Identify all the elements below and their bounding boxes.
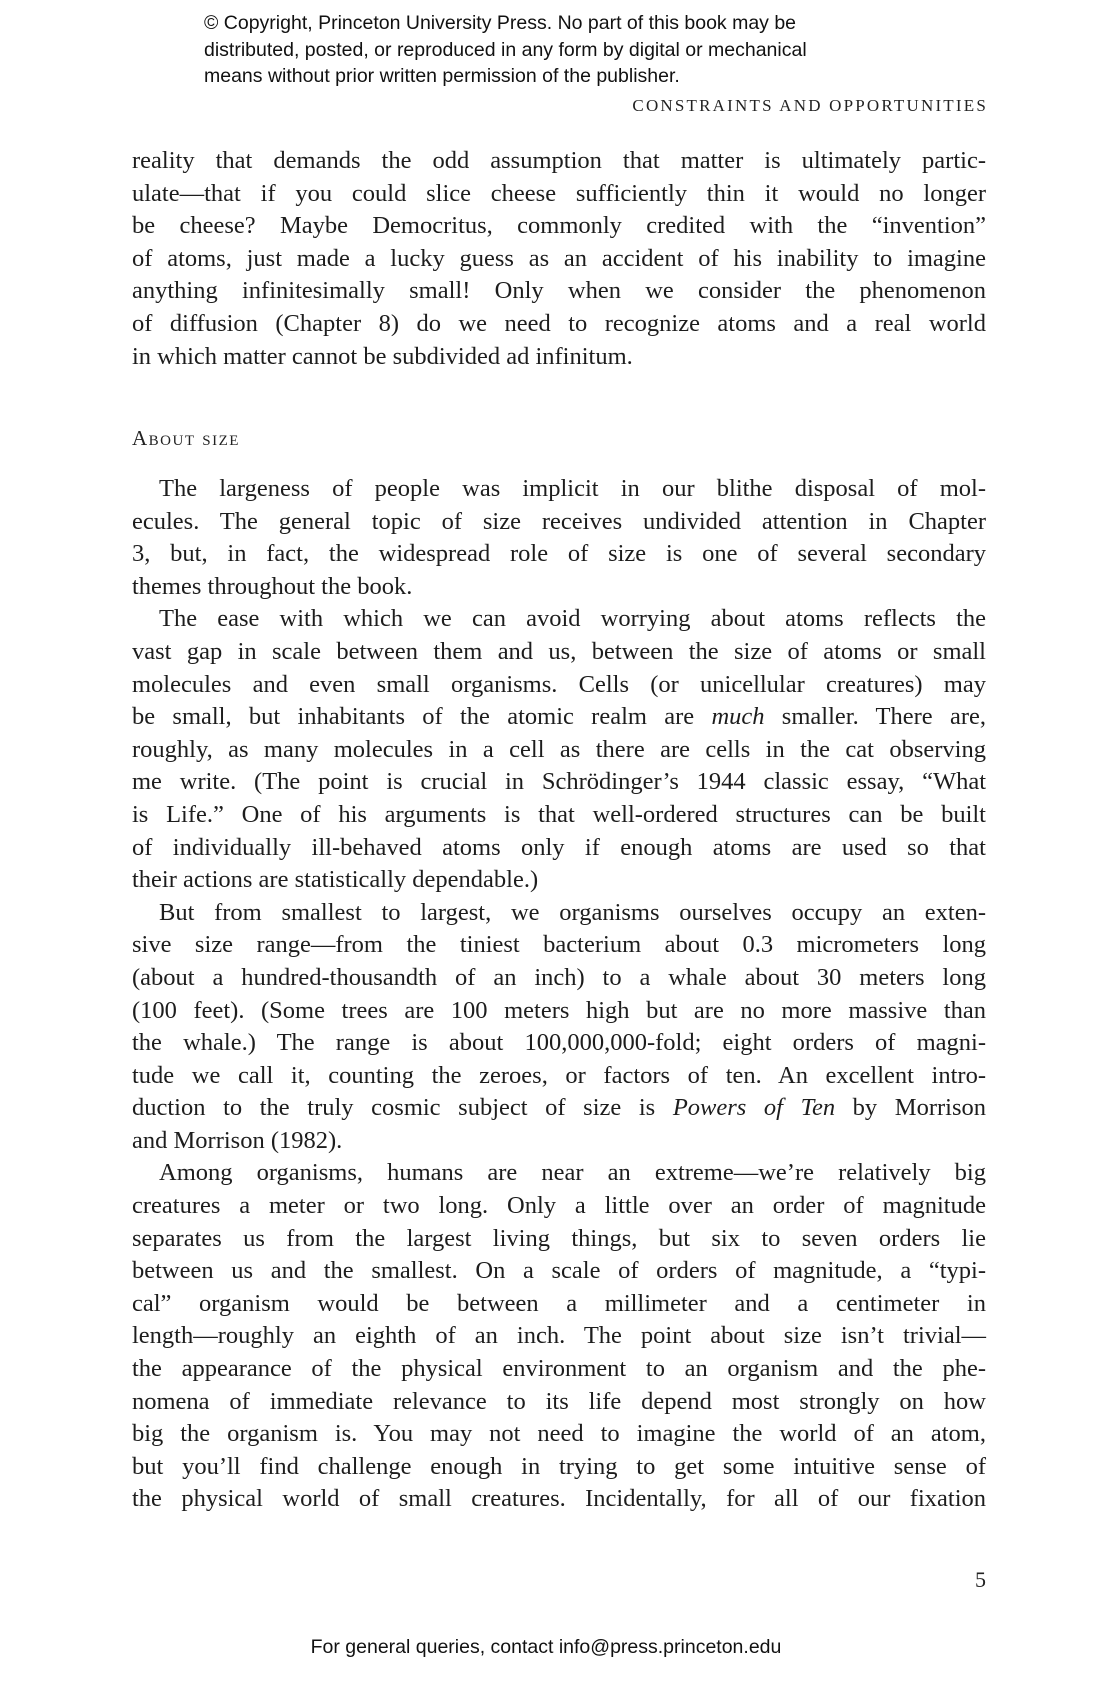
- text-segment: be small, but inhabitants of the atomic realm are: [132, 703, 712, 731]
- text-line: But from smallest to largest, we organisms ourselves occupy an exten-: [159, 898, 986, 926]
- text-line: (100 feet). (Some trees are 100 meters high but are no more massive than: [132, 996, 986, 1024]
- copyright-notice: [204, 10, 807, 90]
- text-line: The ease with which we can avoid worrying about atoms reflects the: [159, 605, 986, 633]
- text-line: of diffusion (Chapter 8) do we need to recognize atoms and a real world: [132, 309, 986, 337]
- text-line: nomena of immediate relevance to its life depend most strongly on how: [132, 1387, 986, 1415]
- text-line: molecules and even small organisms. Cells (or unicellular creatures) may: [132, 670, 986, 698]
- text-line: the whale.) The range is about 100,000,000-fold; eight orders of magni-: [132, 1029, 986, 1057]
- text-segment: by Morrison: [835, 1094, 986, 1122]
- text-line: vast gap in scale between them and us, between the size of atoms or small: [132, 637, 986, 665]
- text-line: cal” organism would be between a millimeter and a centimeter in: [132, 1289, 986, 1317]
- page-number: 5: [975, 1567, 986, 1592]
- text-line: and Morrison (1982).: [132, 1126, 343, 1154]
- text-line: [132, 701, 986, 734]
- text-line: me write. (The point is crucial in Schrödinger’s 1944 classic essay, “What: [132, 768, 986, 796]
- text-line: of atoms, just made a lucky guess as an accident of his inability to imagine: [132, 244, 986, 272]
- text-line: tude we call it, counting the zeroes, or factors of ten. An excellent intro-: [132, 1061, 986, 1089]
- text-line: 3, but, in fact, the widespread role of size is one of several secondary: [132, 540, 986, 568]
- copyright-line: © Copyright, Princeton University Press. No part of this book may be: [204, 12, 797, 34]
- text-line: [132, 1092, 986, 1125]
- text-line: creatures a meter or two long. Only a little over an order of magnitude: [132, 1192, 986, 1220]
- text-line: reality that demands the odd assumption that matter is ultimately partic-: [132, 147, 986, 174]
- text-line: between us and the smallest. On a scale of orders of magnitude, a “typi-: [132, 1257, 986, 1285]
- text-line: ulate—that if you could slice cheese sufficiently thin it would no longer: [132, 179, 986, 207]
- footer-contact: For general queries, contact info@press.princeton.edu: [310, 1636, 782, 1658]
- text-line: separates us from the largest living things, but six to seven orders lie: [132, 1224, 986, 1252]
- text-line: the physical world of small creatures. Incidentally, for all of our fixation: [132, 1485, 986, 1513]
- text-line: of individually ill-behaved atoms only if enough atoms are used so that: [132, 833, 986, 861]
- text-line: roughly, as many molecules in a cell as there are cells in the cat observing: [132, 735, 986, 763]
- text-segment: smaller. There are,: [764, 703, 986, 731]
- text-line: in which matter cannot be subdivided ad infinitum.: [132, 342, 633, 370]
- italic-text: much: [711, 703, 765, 731]
- text-line: length—roughly an eighth of an inch. The point about size isn’t trivial—: [132, 1322, 986, 1350]
- body-text: [132, 473, 986, 1516]
- text-line: their actions are statistically dependable.): [132, 866, 539, 894]
- text-segment: duction to the truly cosmic subject of size is: [132, 1094, 673, 1122]
- copyright-line: distributed, posted, or reproduced in any form by digital or mechanical: [204, 38, 807, 61]
- text-line: is Life.” One of his arguments is that well-ordered structures can be built: [132, 800, 986, 828]
- text-line: The largeness of people was implicit in our blithe disposal of mol-: [159, 475, 986, 502]
- text-line: anything infinitesimally small! Only when we consider the phenomenon: [132, 277, 986, 305]
- running-head: CONSTRAINTS AND OPPORTUNITIES: [632, 96, 988, 115]
- text-line: but you’ll find challenge enough in trying to get some intuitive sense of: [132, 1452, 986, 1480]
- copyright-line: means without prior written permission of the publisher.: [204, 65, 680, 87]
- text-line: the appearance of the physical environment to an organism and the phe-: [132, 1355, 986, 1383]
- text-line: big the organism is. You may not need to imagine the world of an atom,: [132, 1420, 986, 1448]
- text-line: Among organisms, humans are near an extreme—we’re relatively big: [159, 1159, 986, 1187]
- text-line: be cheese? Maybe Democritus, commonly credited with the “invention”: [132, 212, 986, 240]
- text-line: themes throughout the book.: [132, 572, 413, 600]
- text-line: (about a hundred-thousandth of an inch) to a whale about 30 meters long: [132, 963, 986, 991]
- section-heading: About size: [132, 426, 240, 450]
- italic-text: Powers of Ten: [672, 1094, 836, 1122]
- text-line: sive size range—from the tiniest bacterium about 0.3 micrometers long: [132, 931, 986, 959]
- opening-paragraph: [132, 145, 986, 373]
- text-line: ecules. The general topic of size receives undivided attention in Chapter: [132, 507, 986, 535]
